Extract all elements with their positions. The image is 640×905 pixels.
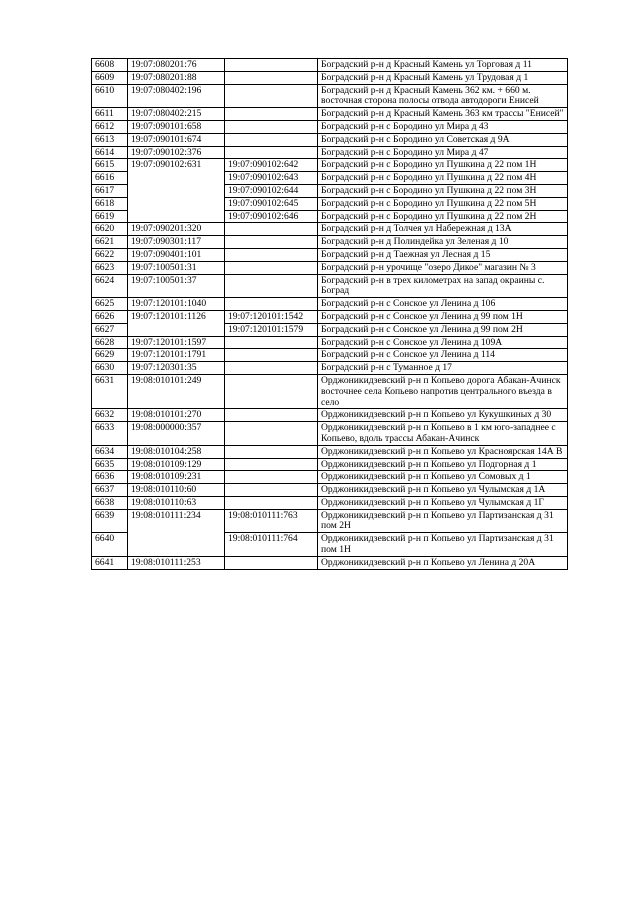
address: Орджоникидзевский р-н п Копьево ул Подгорная д 1 [318,458,568,471]
address: Боградский р-н с Туманное д 17 [318,362,568,375]
table-row [92,120,568,133]
table-row [92,298,568,311]
cadastral-number: 19:07:080402:215 [128,108,225,121]
premise-cadastral-number [225,471,318,484]
table-row [92,336,568,349]
row-number: 6622 [92,248,128,261]
cadastral-number: 19:07:100501:37 [128,274,225,298]
cadastral-number: 19:07:100501:31 [128,261,225,274]
table-row [92,236,568,249]
premise-cadastral-number: 19:07:090102:643 [225,172,318,185]
address: Боградский р-н д Красный Камень 363 км трассы "Енисей" [318,108,568,121]
row-number: 6640 [92,533,128,557]
premise-cadastral-number [225,298,318,311]
table-row [92,310,568,323]
address: Орджоникидзевский р-н п Копьево дорога Абакан-Ачинск восточнее села Копьево напротив центрального въезда в село [318,374,568,408]
cadastral-number: 19:07:090401:101 [128,248,225,261]
cadastral-number: 19:07:080201:76 [128,59,225,72]
premise-cadastral-number [225,84,318,108]
premise-cadastral-number [225,261,318,274]
table-row [92,146,568,159]
table-row [92,556,568,569]
address: Орджоникидзевский р-н п Копьево ул Чулымская д 1А [318,484,568,497]
premise-cadastral-number: 19:07:120101:1579 [225,323,318,336]
cadastral-number: 19:08:000000:357 [128,422,225,446]
row-number: 6613 [92,133,128,146]
table-row [92,59,568,72]
row-number: 6639 [92,509,128,533]
address: Боградский р-н с Бородино ул Пушкина д 22 пом 3Н [318,184,568,197]
premise-cadastral-number [225,556,318,569]
address: Боградский р-н д Толчея ул Набережная д 13А [318,223,568,236]
table-row [92,409,568,422]
row-number: 6612 [92,120,128,133]
table-row [92,133,568,146]
cadastral-number: 19:07:090101:674 [128,133,225,146]
address: Боградский р-н д Красный Камень ул Торговая д 11 [318,59,568,72]
cadastral-number: 19:07:120101:1597 [128,336,225,349]
row-number: 6629 [92,349,128,362]
premise-cadastral-number [225,422,318,446]
cadastral-number: 19:07:090201:320 [128,223,225,236]
premise-cadastral-number [225,71,318,84]
table-row [92,84,568,108]
address: Боградский р-н с Бородино ул Пушкина д 22 пом 1Н [318,159,568,172]
cadastral-number: 19:07:090301:117 [128,236,225,249]
premise-cadastral-number: 19:08:010111:764 [225,533,318,557]
premise-cadastral-number [225,374,318,408]
address: Боградский р-н с Бородино ул Мира д 43 [318,120,568,133]
row-number: 6641 [92,556,128,569]
row-number: 6636 [92,471,128,484]
table-row [92,509,568,533]
property-table [91,58,568,570]
premise-cadastral-number [225,362,318,375]
row-number: 6611 [92,108,128,121]
cadastral-number: 19:08:010109:231 [128,471,225,484]
premise-cadastral-number [225,120,318,133]
premise-cadastral-number [225,248,318,261]
row-number: 6628 [92,336,128,349]
address: Орджоникидзевский р-н п Копьево ул Кукушкиных д 30 [318,409,568,422]
premise-cadastral-number [225,59,318,72]
premise-cadastral-number [225,108,318,121]
address: Боградский р-н с Сонское ул Ленина д 99 пом 1Н [318,310,568,323]
address: Орджоникидзевский р-н п Копьево ул Красноярская 14А В [318,445,568,458]
cadastral-number: 19:07:080201:88 [128,71,225,84]
address: Орджоникидзевский р-н п Копьево ул Сомовых д 1 [318,471,568,484]
address: Боградский р-н д Полиндейка ул Зеленая д 10 [318,236,568,249]
row-number: 6618 [92,197,128,210]
table-row [92,159,568,172]
table-row [92,471,568,484]
cadastral-number: 19:08:010109:129 [128,458,225,471]
address: Орджоникидзевский р-н п Копьево ул Чулымская д 1Г [318,496,568,509]
cadastral-number: 19:08:010111:253 [128,556,225,569]
address: Орджоникидзевский р-н п Копьево ул Партизанская д 31 пом 1Н [318,533,568,557]
row-number: 6635 [92,458,128,471]
table-row [92,261,568,274]
row-number: 6624 [92,274,128,298]
address: Орджоникидзевский р-н п Копьево ул Партизанская д 31 пом 2Н [318,509,568,533]
cadastral-number: 19:08:010101:249 [128,374,225,408]
row-number: 6637 [92,484,128,497]
premise-cadastral-number [225,484,318,497]
cadastral-number: 19:07:120101:1791 [128,349,225,362]
table-row [92,445,568,458]
premise-cadastral-number [225,409,318,422]
address: Боградский р-н в трех километрах на запад окраины с. Боград [318,274,568,298]
cadastral-number: 19:08:010104:258 [128,445,225,458]
row-number: 6633 [92,422,128,446]
cadastral-number: 19:07:090101:658 [128,120,225,133]
cadastral-number: 19:08:010111:234 [128,509,225,556]
table-row [92,374,568,408]
cadastral-number: 19:07:090102:376 [128,146,225,159]
premise-cadastral-number [225,274,318,298]
cadastral-number: 19:07:120101:1126 [128,310,225,336]
premise-cadastral-number: 19:07:090102:642 [225,159,318,172]
cadastral-number: 19:08:010110:60 [128,484,225,497]
table-body [92,59,568,570]
premise-cadastral-number [225,236,318,249]
row-number: 6620 [92,223,128,236]
row-number: 6617 [92,184,128,197]
address: Боградский р-н с Бородино ул Советская д 9А [318,133,568,146]
address: Боградский р-н с Сонское ул Ленина д 99 пом 2Н [318,323,568,336]
cadastral-number: 19:08:010101:270 [128,409,225,422]
row-number: 6631 [92,374,128,408]
row-number: 6632 [92,409,128,422]
row-number: 6621 [92,236,128,249]
cadastral-number: 19:08:010110:63 [128,496,225,509]
table-row [92,248,568,261]
premise-cadastral-number [225,349,318,362]
row-number: 6623 [92,261,128,274]
premise-cadastral-number: 19:07:090102:645 [225,197,318,210]
row-number: 6616 [92,172,128,185]
address: Боградский р-н с Бородино ул Пушкина д 22 пом 2Н [318,210,568,223]
premise-cadastral-number [225,496,318,509]
row-number: 6609 [92,71,128,84]
row-number: 6615 [92,159,128,172]
address: Боградский р-н с Бородино ул Пушкина д 22 пом 4Н [318,172,568,185]
table-row [92,108,568,121]
row-number: 6619 [92,210,128,223]
premise-cadastral-number [225,458,318,471]
row-number: 6634 [92,445,128,458]
row-number: 6630 [92,362,128,375]
premise-cadastral-number: 19:07:090102:646 [225,210,318,223]
premise-cadastral-number: 19:08:010111:763 [225,509,318,533]
table-row [92,484,568,497]
address: Боградский р-н с Бородино ул Пушкина д 22 пом 5Н [318,197,568,210]
premise-cadastral-number [225,223,318,236]
table-row [92,496,568,509]
address: Боградский р-н д Таежная ул Лесная д 15 [318,248,568,261]
row-number: 6626 [92,310,128,323]
table-row [92,223,568,236]
address: Боградский р-н с Сонское ул Ленина д 114 [318,349,568,362]
address: Боградский р-н с Бородино ул Мира д 47 [318,146,568,159]
table-row [92,362,568,375]
address: Боградский р-н с Сонское ул Ленина д 109А [318,336,568,349]
row-number: 6625 [92,298,128,311]
table-row [92,349,568,362]
cadastral-number: 19:07:120101:1040 [128,298,225,311]
cadastral-number: 19:07:080402:196 [128,84,225,108]
premise-cadastral-number [225,336,318,349]
row-number: 6627 [92,323,128,336]
table-row [92,422,568,446]
address: Боградский р-н д Красный Камень 362 км. + 660 м. восточная сторона полосы отвода автодороги Енисей [318,84,568,108]
row-number: 6608 [92,59,128,72]
table-row [92,71,568,84]
address: Орджоникидзевский р-н п Копьево в 1 км юго-западнее с Копьево, вдоль трассы Абакан-Ачинск [318,422,568,446]
premise-cadastral-number: 19:07:120101:1542 [225,310,318,323]
cadastral-number: 19:07:090102:631 [128,159,225,223]
address: Боградский р-н урочище "озеро Дикое" магазин № 3 [318,261,568,274]
address: Боградский р-н д Красный Камень ул Трудовая д 1 [318,71,568,84]
table-row [92,458,568,471]
row-number: 6638 [92,496,128,509]
premise-cadastral-number [225,146,318,159]
address: Боградский р-н с Сонское ул Ленина д 106 [318,298,568,311]
row-number: 6610 [92,84,128,108]
cadastral-number: 19:07:120301:35 [128,362,225,375]
premise-cadastral-number [225,133,318,146]
table-row [92,274,568,298]
row-number: 6614 [92,146,128,159]
address: Орджоникидзевский р-н п Копьево ул Ленина д 20А [318,556,568,569]
premise-cadastral-number: 19:07:090102:644 [225,184,318,197]
premise-cadastral-number [225,445,318,458]
